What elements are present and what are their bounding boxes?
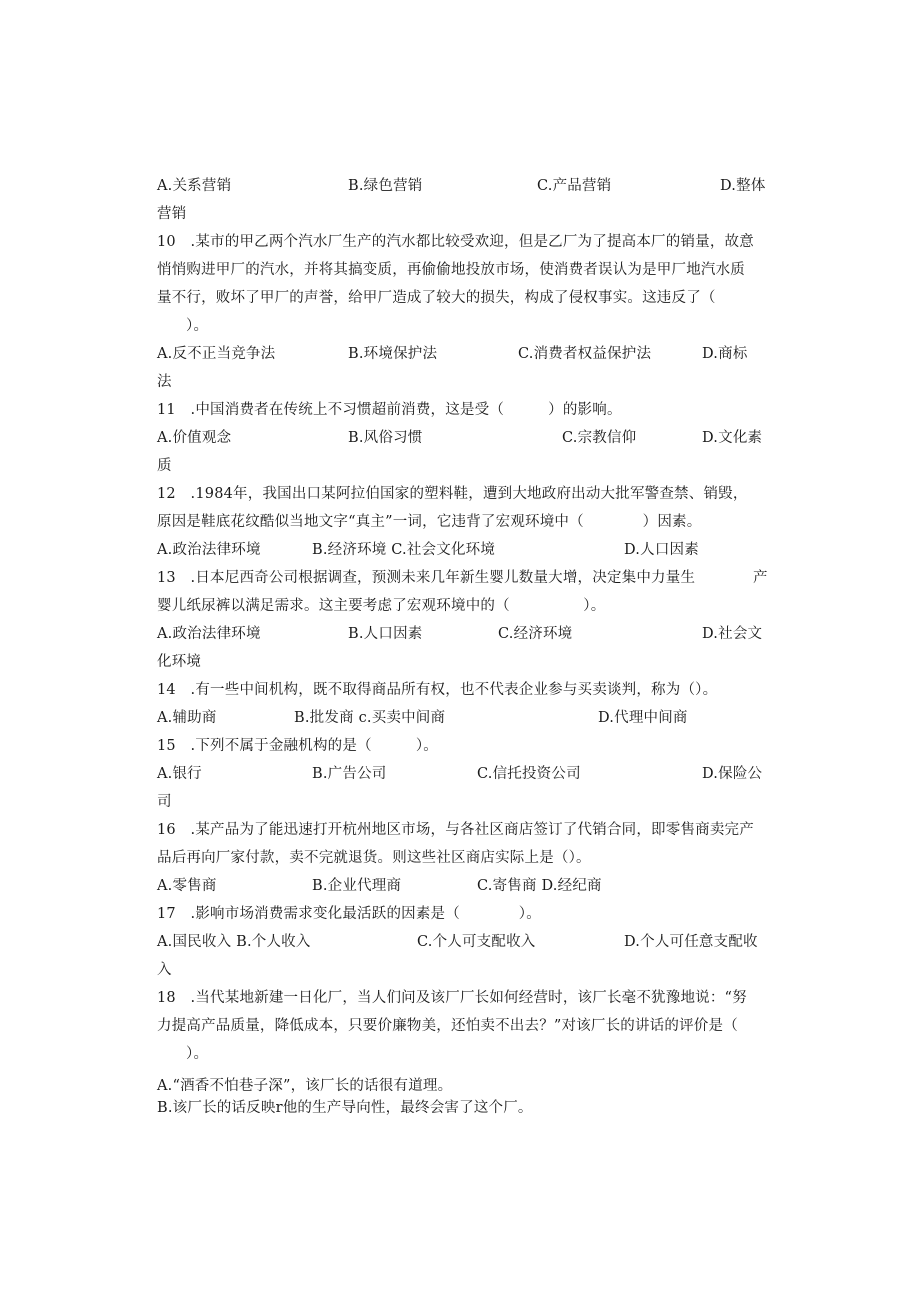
option-b: B.广告公司 (312, 766, 387, 782)
q13-text-end: 产 (753, 570, 768, 586)
option-b-c: B.批发商 c.买卖中间商 (294, 710, 446, 726)
q11-text-line: 11 .中国消费者在传统上不习惯超前消费，这是受（ ）的影响。 (157, 402, 622, 418)
q13-text-line (157, 564, 777, 592)
option-d: D.社会文 (702, 626, 763, 642)
q10-text-line: 10 .某市的甲乙两个汽水厂生产的汽水都比较受欢迎，但是乙厂为了提高本厂的销量，故意 (157, 234, 754, 250)
q14-options (157, 704, 777, 732)
option-d: D.商标 (702, 346, 748, 362)
option-b: B.环境保护法 (348, 346, 438, 362)
option-a: A.银行 (157, 766, 202, 782)
option-b: B.风俗习惯 (348, 430, 423, 446)
q16-text-line: 品后再向厂家付款，卖不完就退货。则这些社区商店实际上是（）。 (157, 850, 591, 866)
q15-text-line: 15 .下列不属于金融机构的是（ ）。 (157, 738, 439, 754)
option-b: B.人口因素 (348, 626, 423, 642)
option-c: C.个人可支配收入 (417, 934, 536, 950)
option-c: C.宗教信仰 (562, 430, 637, 446)
q18-text-line: 力提高产品质量，降低成本，只要价廉物美，还怕卖不出去？”对该厂长的讲话的评价是（ (157, 1018, 738, 1034)
q16-text-line: 16 .某产品为了能迅速打开杭州地区市场，与各社区商店签订了代销合同，即零售商卖完产 (157, 822, 754, 838)
option-b: B.企业代理商 (312, 878, 402, 894)
q9-options (157, 172, 777, 200)
q12-options (157, 536, 777, 564)
q15-option-continuation: 司 (157, 794, 172, 810)
option-c-d: C.寄售商 D.经纪商 (477, 878, 602, 894)
option-d: D.代理中间商 (598, 710, 688, 726)
option-c: C.信托投资公司 (477, 766, 581, 782)
option-b-c: B.经济环境 C.社会文化环境 (312, 542, 496, 558)
q15-options (157, 760, 777, 788)
q14-text-line: 14 .有一些中间机构，既不取得商品所有权，也不代表企业参与买卖谈判，称为（）。 (157, 682, 718, 698)
option-a-b: A.国民收入 B.个人收入 (157, 934, 311, 950)
option-d: D.文化素 (702, 430, 763, 446)
q16-options (157, 872, 777, 900)
q10-text-line: 悄悄购进甲厂的汽水，并将其搞变质，再偷偷地投放市场，使消费者误认为是甲厂地汽水质 (157, 262, 745, 278)
option-c: C.经济环境 (498, 626, 573, 642)
option-c: C.产品营销 (537, 178, 612, 194)
option-b: B.绿色营销 (348, 178, 423, 194)
option-a: A.辅助商 (157, 710, 217, 726)
option-a: A.政治法律环境 (157, 626, 261, 642)
q18-option-b: B.该厂长的话反映r他的生产导向性，最终会害了这个厂。 (157, 1100, 533, 1116)
option-a: A.关系营销 (157, 178, 232, 194)
option-a: A.反不正当竞争法 (157, 346, 276, 362)
option-d: D.保险公 (702, 766, 763, 782)
q12-text-line: 原因是鞋底花纹酷似当地文字“真主”一词，它违背了宏观环境中（ ）因素。 (157, 514, 702, 530)
option-a: A.零售商 (157, 878, 217, 894)
option-c: C.消费者权益保护法 (518, 346, 652, 362)
q11-options (157, 424, 777, 452)
q10-option-continuation: 法 (157, 374, 172, 390)
option-d: D.整体 (720, 178, 766, 194)
q18-text-line: 18 .当代某地新建一日化厂，当人们问及该厂厂长如何经营时，该厂长毫不犹豫地说：“努 (157, 990, 747, 1006)
q10-options (157, 340, 777, 368)
q13-options (157, 620, 777, 648)
option-a: A.价值观念 (157, 430, 232, 446)
q12-text-line: 12 .1984年，我国出口某阿拉伯国家的塑料鞋，遭到大地政府出动大批军警查禁、销毁， (157, 486, 748, 502)
q18-text-line: ）。 (186, 1046, 209, 1062)
q10-text-line: 量不行，败坏了甲厂的声誉，给甲厂造成了较大的损失，构成了侵权事实。这违反了（ (157, 290, 716, 306)
q9-option-continuation: 营销 (157, 206, 187, 222)
q17-options (157, 928, 777, 956)
option-d: D.个人可任意支配收 (624, 934, 758, 950)
q13-option-continuation: 化环境 (157, 654, 202, 670)
option-a: A.政治法律环境 (157, 542, 261, 558)
q13-text-line: 婴儿纸尿裤以满足需求。这主要考虑了宏观环境中的（ ）。 (157, 598, 606, 614)
q17-option-continuation: 入 (157, 962, 172, 978)
option-d: D.人口因素 (624, 542, 699, 558)
q13-text: 13 .日本尼西奇公司根据调查，预测未来几年新生婴儿数量大增，决定集中力量生 (157, 570, 696, 586)
q11-option-continuation: 质 (157, 458, 172, 474)
q17-text-line: 17 .影响市场消费需求变化最活跃的因素是（ ）。 (157, 906, 541, 922)
q18-option-a: A.“酒香不怕巷子深”，该厂长的话很有道理。 (157, 1078, 453, 1094)
q10-text-line: ）。 (186, 318, 209, 334)
